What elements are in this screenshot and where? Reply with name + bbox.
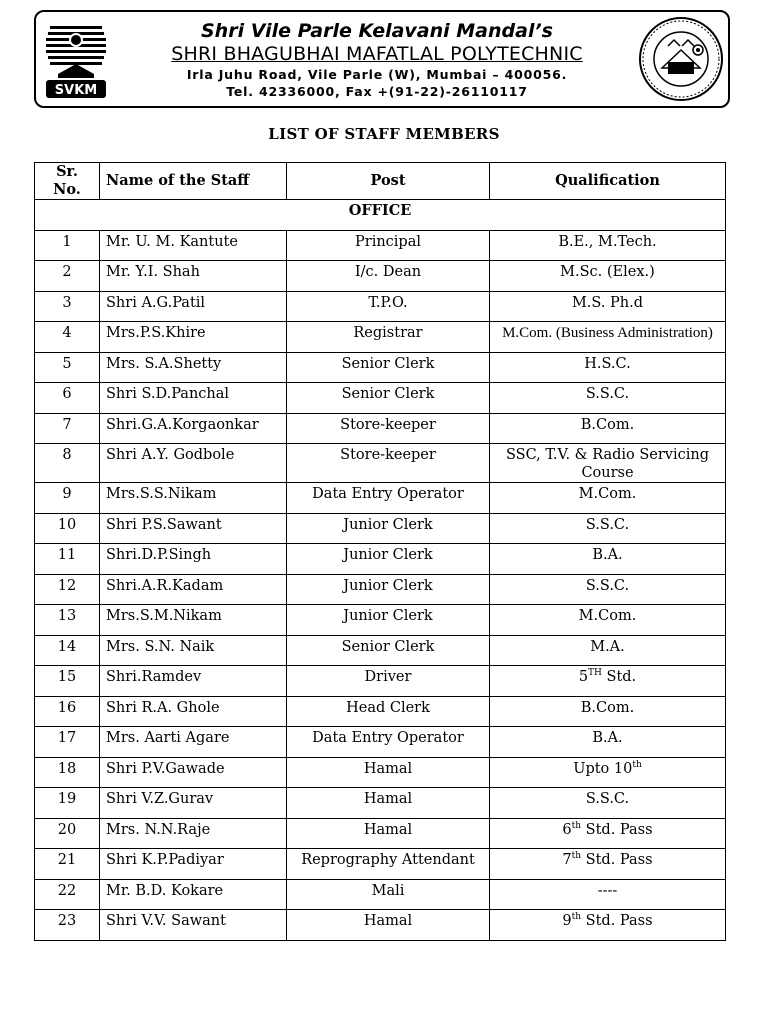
qualification-suffix: Std. (601, 669, 637, 685)
qualification-text: 9 (562, 913, 572, 929)
qualification-cell: ---- (490, 879, 726, 910)
sr-no-cell: 9 (35, 483, 100, 514)
qualification-text: 5 (578, 669, 589, 685)
letterhead-text (118, 20, 636, 100)
sr-no-cell: 16 (35, 696, 100, 727)
qualification-cell: H.S.C. (490, 352, 726, 383)
table-row (35, 605, 726, 636)
section-office: OFFICE (35, 200, 726, 231)
post-cell: Hamal (287, 910, 490, 941)
table-row (35, 788, 726, 819)
staff-name-cell: Mrs.P.S.Khire (100, 322, 287, 353)
post-cell: Hamal (287, 818, 490, 849)
table-row (35, 696, 726, 727)
table-row (35, 666, 726, 697)
institute-seal-icon (638, 16, 724, 102)
staff-name-cell: Shri.G.A.Korgaonkar (100, 413, 287, 444)
staff-name-cell: Mrs.S.S.Nikam (100, 483, 287, 514)
staff-name-cell: Shri S.D.Panchal (100, 383, 287, 414)
table-row (35, 291, 726, 322)
qualification-cell (490, 666, 726, 697)
table-row (35, 910, 726, 941)
staff-name-cell: Mrs.S.M.Nikam (100, 605, 287, 636)
qualification-cell: B.Com. (490, 413, 726, 444)
qualification-suffix: Std. Pass (581, 852, 653, 868)
sr-no-cell: 3 (35, 291, 100, 322)
staff-name-cell: Mrs. N.N.Raje (100, 818, 287, 849)
staff-name-cell: Shri P.S.Sawant (100, 513, 287, 544)
sr-no-cell: 20 (35, 818, 100, 849)
sr-no-cell: 5 (35, 352, 100, 383)
staff-name-cell: Shri V.V. Sawant (100, 910, 287, 941)
post-cell: Store-keeper (287, 444, 490, 483)
post-cell: Hamal (287, 757, 490, 788)
letterhead (34, 10, 730, 108)
staff-name-cell: Shri K.P.Padiyar (100, 849, 287, 880)
qualification-cell (490, 849, 726, 880)
qualification-superscript: th (571, 851, 582, 862)
qualification-cell: SSC, T.V. & Radio Servicing Course (490, 444, 726, 483)
qualification-superscript: TH (588, 668, 602, 679)
table-row (35, 352, 726, 383)
post-cell: Senior Clerk (287, 635, 490, 666)
post-cell: Mali (287, 879, 490, 910)
post-cell: Junior Clerk (287, 574, 490, 605)
qualification-cell: M.S. Ph.d (490, 291, 726, 322)
table-row (35, 413, 726, 444)
post-cell: Junior Clerk (287, 513, 490, 544)
post-cell: Principal (287, 230, 490, 261)
qualification-cell: B.A. (490, 727, 726, 758)
post-cell: Data Entry Operator (287, 483, 490, 514)
staff-name-cell: Shri.A.R.Kadam (100, 574, 287, 605)
qualification-cell: M.Com. (490, 605, 726, 636)
post-cell: Data Entry Operator (287, 727, 490, 758)
post-cell: Junior Clerk (287, 605, 490, 636)
sr-no-cell: 8 (35, 444, 100, 483)
sr-no-cell: 13 (35, 605, 100, 636)
qualification-text: Upto 10 (573, 760, 633, 777)
logo-text: SVKM (54, 83, 98, 98)
section-row (35, 200, 726, 231)
post-cell: T.P.O. (287, 291, 490, 322)
sr-no-cell: 6 (35, 383, 100, 414)
table-row (35, 574, 726, 605)
table-row (35, 383, 726, 414)
sr-no-cell: 19 (35, 788, 100, 819)
table-row (35, 261, 726, 292)
qualification-cell: B.Com. (490, 696, 726, 727)
qualification-suffix: Std. Pass (581, 821, 653, 838)
table-row (35, 513, 726, 544)
table-row (35, 757, 726, 788)
qualification-text: 7 (562, 852, 572, 868)
qualification-cell: M.A. (490, 635, 726, 666)
sr-no-cell: 10 (35, 513, 100, 544)
post-cell: Senior Clerk (287, 383, 490, 414)
qualification-cell (490, 910, 726, 941)
col-header-post: Post (287, 163, 490, 200)
qualification-cell: S.S.C. (490, 788, 726, 819)
staff-name-cell: Mrs. S.N. Naik (100, 635, 287, 666)
qualification-superscript: th (571, 912, 582, 923)
sr-no-cell: 21 (35, 849, 100, 880)
sr-no-cell: 2 (35, 261, 100, 292)
sr-no-cell: 11 (35, 544, 100, 575)
sr-no-cell: 7 (35, 413, 100, 444)
sr-no-cell: 15 (35, 666, 100, 697)
qualification-suffix: Std. Pass (581, 913, 653, 929)
table-row (35, 483, 726, 514)
staff-name-cell: Mr. B.D. Kokare (100, 879, 287, 910)
qualification-cell: S.S.C. (490, 574, 726, 605)
qualification-cell: M.Com. (490, 483, 726, 514)
table-row (35, 879, 726, 910)
qualification-cell: B.E., M.Tech. (490, 230, 726, 261)
table-row (35, 322, 726, 353)
table-row (35, 849, 726, 880)
address: Irla Juhu Road, Vile Parle (W), Mumbai – 400056. (186, 67, 568, 82)
qualification-text: 6 (562, 821, 572, 838)
svkm-logo-icon (40, 18, 112, 102)
post-cell: I/c. Dean (287, 261, 490, 292)
sr-no-cell: 4 (35, 322, 100, 353)
post-cell: Registrar (287, 322, 490, 353)
staff-name-cell: Shri A.G.Patil (100, 291, 287, 322)
post-cell: Hamal (287, 788, 490, 819)
post-cell: Head Clerk (287, 696, 490, 727)
qualification-cell: S.S.C. (490, 383, 726, 414)
qualification-cell (490, 757, 726, 788)
qualification-cell: B.A. (490, 544, 726, 575)
qualification-cell: M.Com. (Business Administration) (490, 322, 726, 353)
staff-name-cell: Mrs. Aarti Agare (100, 727, 287, 758)
sr-no-cell: 12 (35, 574, 100, 605)
sr-no-cell: 23 (35, 910, 100, 941)
table-row (35, 818, 726, 849)
sr-no-cell: 1 (35, 230, 100, 261)
qualification-superscript: th (571, 820, 582, 831)
table-row (35, 230, 726, 261)
table-header-row (35, 163, 726, 200)
society-name: Shri Vile Parle Kelavani Mandal’s (200, 20, 553, 42)
table-row (35, 635, 726, 666)
table-row (35, 727, 726, 758)
document-title: LIST OF STAFF MEMBERS (268, 125, 500, 143)
staff-name-cell: Shri P.V.Gawade (100, 757, 287, 788)
col-header-name: Name of the Staff (100, 163, 287, 200)
table-row (35, 444, 726, 483)
col-header-sr-no: Sr. No. (35, 163, 100, 200)
sr-no-cell: 14 (35, 635, 100, 666)
staff-name-cell: Mr. U. M. Kantute (100, 230, 287, 261)
table-row (35, 544, 726, 575)
staff-name-cell: Shri A.Y. Godbole (100, 444, 287, 483)
post-cell: Senior Clerk (287, 352, 490, 383)
qualification-cell: M.Sc. (Elex.) (490, 261, 726, 292)
staff-name-cell: Mrs. S.A.Shetty (100, 352, 287, 383)
sr-no-cell: 22 (35, 879, 100, 910)
staff-name-cell: Mr. Y.I. Shah (100, 261, 287, 292)
staff-name-cell: Shri.Ramdev (100, 666, 287, 697)
contact-numbers: Tel. 42336000, Fax +(91-22)-26110117 (226, 84, 528, 99)
qualification-superscript: th (632, 759, 642, 770)
qualification-cell: S.S.C. (490, 513, 726, 544)
staff-name-cell: Shri V.Z.Gurav (100, 788, 287, 819)
sr-no-cell: 17 (35, 727, 100, 758)
college-name: SHRI BHAGUBHAI MAFATLAL POLYTECHNIC (171, 43, 583, 65)
staff-name-cell: Shri.D.P.Singh (100, 544, 287, 575)
qualification-cell (490, 818, 726, 849)
post-cell: Reprography Attendant (287, 849, 490, 880)
col-header-qualification: Qualification (490, 163, 726, 200)
post-cell: Driver (287, 666, 490, 697)
post-cell: Store-keeper (287, 413, 490, 444)
staff-table (34, 162, 726, 941)
staff-name-cell: Shri R.A. Ghole (100, 696, 287, 727)
post-cell: Junior Clerk (287, 544, 490, 575)
sr-no-cell: 18 (35, 757, 100, 788)
